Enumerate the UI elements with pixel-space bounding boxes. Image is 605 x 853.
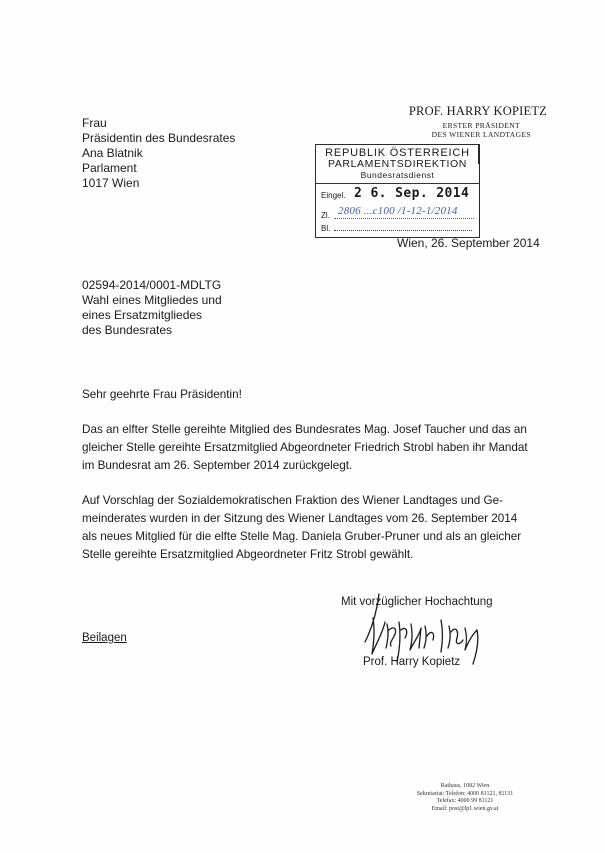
recipient-line: Frau [82, 116, 107, 130]
footer-line: Sekretariat: Telefon: 4000 81121, 81131 [416, 790, 514, 797]
letterhead-name: PROF. HARRY KOPIETZ [408, 104, 547, 118]
paragraph-2 [82, 492, 537, 564]
reference-line: eines Ersatzmitgliedes [82, 308, 203, 322]
stamp-line2: PARLAMENTSDIREKTION [328, 158, 467, 170]
stamp-edge [478, 144, 483, 164]
paragraph-line: im Bundesrat am 26. September 2014 zurückgelegt. [82, 459, 353, 472]
attachments-label: Beilagen [82, 632, 127, 644]
recipient-line: Präsidentin des Bundesrates [82, 131, 236, 145]
stamp-eingel-date: 2 6. Sep. 2014 [354, 186, 470, 201]
footer-line: Rathaus, 1082 Wien [440, 783, 490, 789]
stamp-dotted-line [334, 230, 472, 231]
recipient-line: Ana Blatnik [82, 146, 143, 160]
footer-line: Email: post@lp1.wien.gv.at [431, 805, 499, 812]
paragraph-line: meinderates wurden in der Sitzung des Wiener Landtages vom 26. September 2014 [82, 512, 518, 525]
paragraph-line: gleicher Stelle gereihte Ersatzmitglied Abgeordneter Friedrich Strobl haben ihr Mandat [82, 441, 528, 454]
paragraph-line: Auf Vorschlag der Sozialdemokratischen Fraktion des Wiener Landtages und Ge- [82, 494, 503, 507]
recipient-address [82, 116, 235, 191]
stamp-line1: REPUBLIK ÖSTERREICH [325, 147, 470, 159]
letterhead-role-line2: DES WIENER LANDTAGES [431, 130, 531, 139]
stamp-header [316, 145, 479, 184]
stamp-line3: Bundesratsdienst [360, 170, 435, 180]
stamp-eingel-label: Eingel. [321, 191, 346, 200]
letterhead-role [432, 121, 531, 139]
receipt-stamp [315, 144, 480, 238]
salutation: Sehr geehrte Frau Präsidentin! [82, 388, 242, 401]
letterhead-role-line1: ERSTER PRÄSIDENT [442, 121, 521, 130]
reference-line: Wahl eines Mitgliedes und [82, 293, 222, 307]
signer-name: Prof. Harry Kopietz [363, 656, 461, 668]
paragraph-line: Stelle gereihte Ersatzmitglied Abgeordneter Fritz Strobl gewählt. [82, 548, 414, 561]
reference-block [82, 278, 222, 338]
letter-date: Wien, 26. September 2014 [397, 236, 540, 250]
closing-phrase: Mit vorzüglicher Hochachtung [341, 596, 493, 608]
stamp-zl-label: Zl. [321, 211, 330, 220]
recipient-line: 1017 Wien [82, 176, 140, 190]
reference-line: 02594-2014/0001-MDLTG [82, 278, 222, 292]
stamp-bl-label: Bl. [321, 224, 331, 233]
stamp-divider [334, 218, 474, 219]
letter-footer [395, 783, 535, 813]
recipient-line: Parlament [82, 161, 137, 175]
stamp-zl-value: 2806 ...c100 /1-12-1/2014 [338, 205, 458, 217]
paragraph-1 [82, 421, 537, 475]
paragraph-line: Das an elfter Stelle gereihte Mitglied des Bundesrates Mag. Josef Taucher und das an [82, 423, 527, 436]
paragraph-line: als neues Mitglied für die elfte Stelle Mag. Daniela Gruber-Pruner und als an gleicher [82, 530, 522, 543]
reference-line: des Bundesrates [82, 323, 173, 337]
footer-line: Telefax: 4000 99 81121 [436, 798, 494, 805]
